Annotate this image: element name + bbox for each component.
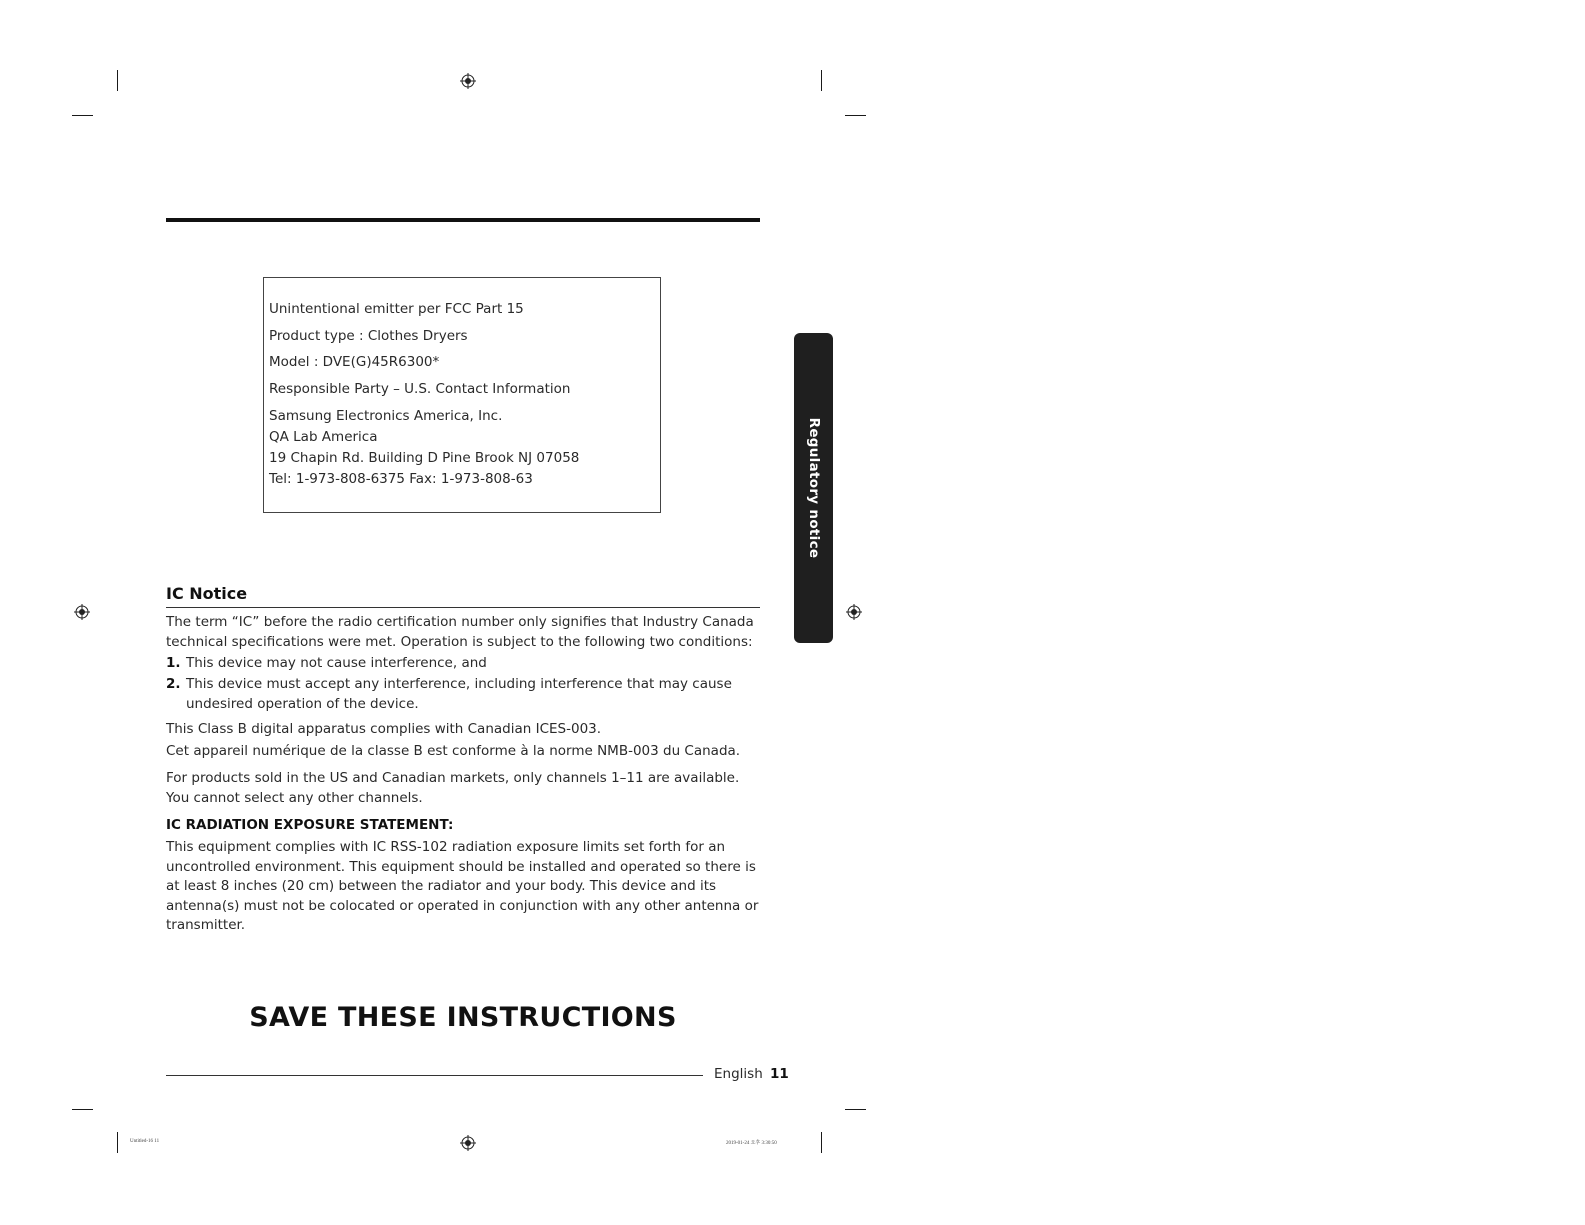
fcc-line: Product type : Clothes Dryers xyxy=(269,328,468,344)
ic-intro-paragraph: The term “IC” before the radio certification number only signifies that Industry Canada technical specifications were met. Operation is subject to the following two conditions: xyxy=(166,614,754,650)
radiation-heading: IC RADIATION EXPOSURE STATEMENT: xyxy=(166,817,454,833)
crop-mark xyxy=(117,1132,118,1153)
class-b-en-paragraph: This Class B digital apparatus complies with Canadian ICES-003. xyxy=(166,721,602,737)
page-number: 11 xyxy=(770,1066,789,1082)
fcc-line: Unintentional emitter per FCC Part 15 xyxy=(269,301,524,317)
registration-mark-icon xyxy=(460,73,476,89)
section-rule xyxy=(166,607,760,608)
list-text: This device must accept any interference, including interference that may cause undesired operation of the device. xyxy=(186,676,732,712)
side-tab-label: Regulatory notice xyxy=(805,417,822,559)
crop-mark xyxy=(821,70,822,91)
list-text: This device may not cause interference, and xyxy=(186,655,487,671)
fcc-line: Tel: 1-973-808-6375 Fax: 1-973-808-63 xyxy=(269,471,533,487)
print-slug-left: Untitled-16 11 xyxy=(130,1139,160,1144)
crop-mark xyxy=(72,115,93,116)
crop-mark xyxy=(845,115,866,116)
footer-language: English xyxy=(714,1066,763,1082)
crop-mark xyxy=(845,1109,866,1110)
fcc-line: 19 Chapin Rd. Building D Pine Brook NJ 07058 xyxy=(269,450,580,466)
list-number: 1. xyxy=(166,655,181,671)
registration-mark-icon xyxy=(846,604,862,620)
fcc-info-box xyxy=(263,277,661,513)
fcc-line: Samsung Electronics America, Inc. xyxy=(269,408,503,424)
crop-mark xyxy=(72,1109,93,1110)
section-heading: IC Notice xyxy=(166,584,248,603)
top-rule xyxy=(166,218,760,222)
crop-mark xyxy=(117,70,118,91)
save-instructions-heading: SAVE THESE INSTRUCTIONS xyxy=(249,1002,677,1033)
list-number: 2. xyxy=(166,676,181,692)
fcc-line: QA Lab America xyxy=(269,429,378,445)
crop-mark xyxy=(821,1132,822,1153)
section-side-tab xyxy=(794,333,833,643)
print-slug-right: 2019-01-24 오후 3:30:50 xyxy=(726,1141,777,1146)
fcc-line: Model : DVE(G)45R6300* xyxy=(269,354,440,370)
registration-mark-icon xyxy=(460,1135,476,1151)
fcc-line: Responsible Party – U.S. Contact Information xyxy=(269,381,571,397)
channels-paragraph: For products sold in the US and Canadian markets, only channels 1–11 are available. You cannot select any other channels. xyxy=(166,770,740,806)
radiation-paragraph: This equipment complies with IC RSS-102 radiation exposure limits set forth for an uncontrolled environment. This equipment should be installed and operated so there is at least 8 inches (20 cm) between the radiator and your body. This device and its antenna(s) must not be colocated or operated in conjunction with any other antenna or transmitter. xyxy=(166,839,759,933)
footer-rule xyxy=(166,1075,703,1076)
class-b-fr-paragraph: Cet appareil numérique de la classe B est conforme à la norme NMB-003 du Canada. xyxy=(166,743,741,759)
registration-mark-icon xyxy=(74,604,90,620)
